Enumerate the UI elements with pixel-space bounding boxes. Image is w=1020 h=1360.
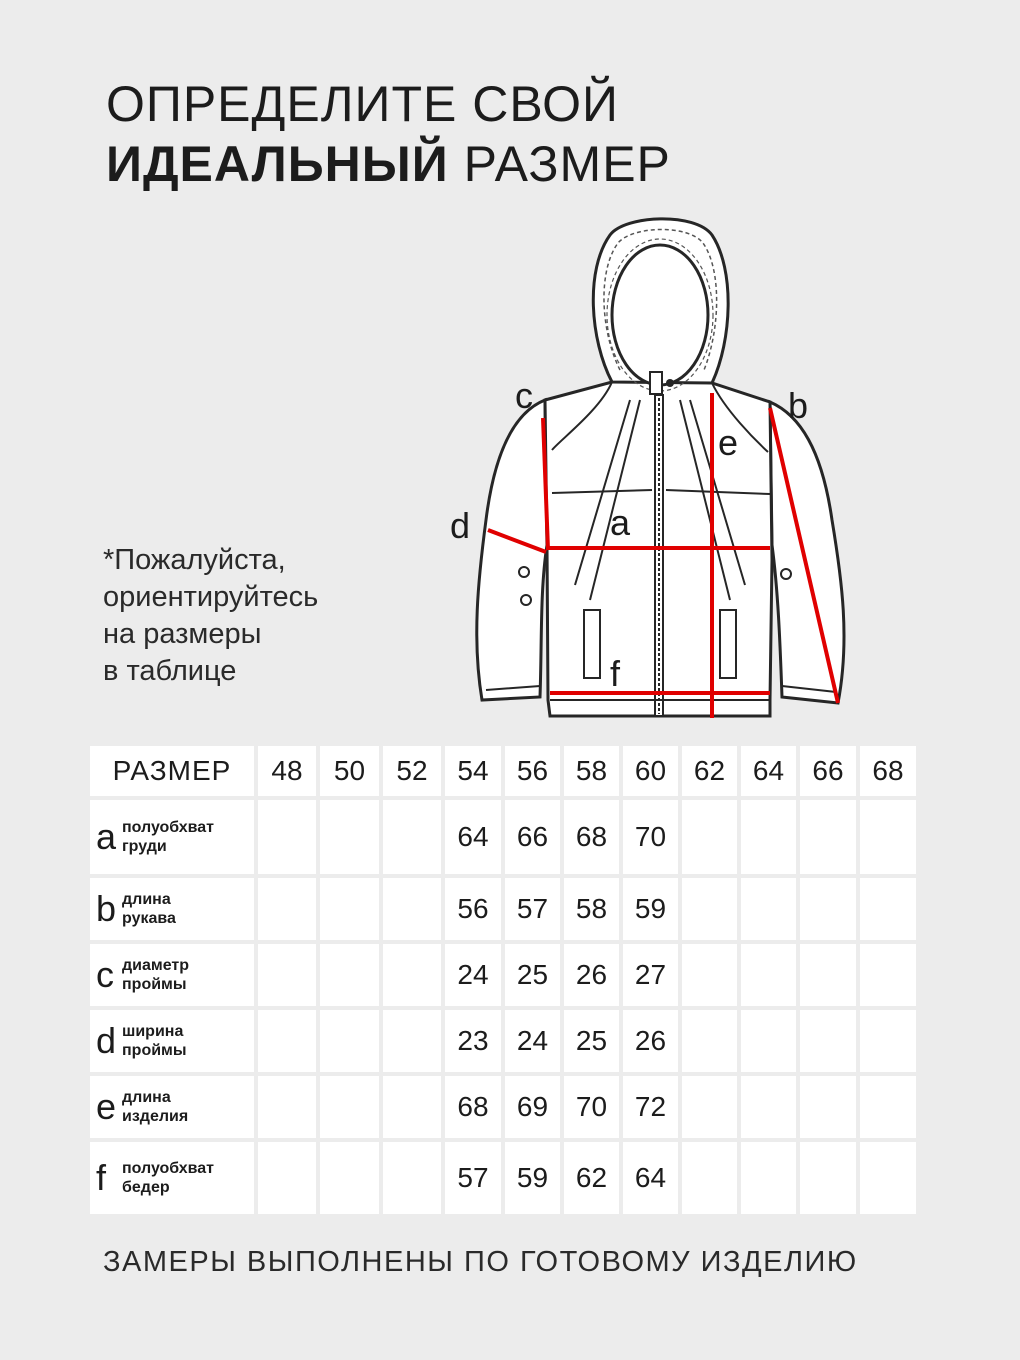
measure-desc-line: полуобхват [122,1160,215,1177]
cell-b-56: 57 [505,878,560,940]
measure-label-b [90,878,254,940]
size-header-56: 56 [505,746,560,796]
label-d: d [450,505,471,546]
cell-a-64 [741,800,796,874]
cell-b-52 [383,878,441,940]
measure-row-d [90,1010,916,1072]
cell-c-54: 24 [445,944,501,1006]
measure-row-a [90,800,916,874]
cell-c-48 [258,944,316,1006]
label-f: f [610,653,621,694]
cell-d-66 [800,1010,856,1072]
cell-f-68 [860,1142,916,1214]
size-header-64: 64 [741,746,796,796]
cell-a-68 [860,800,916,874]
size-header-48: 48 [258,746,316,796]
measure-letter: c [96,954,114,995]
cell-c-52 [383,944,441,1006]
cell-f-50 [320,1142,379,1214]
size-header-66: 66 [800,746,856,796]
cell-e-56: 69 [505,1076,560,1138]
measure-label-e [90,1076,254,1138]
cell-e-50 [320,1076,379,1138]
cell-b-60: 59 [623,878,678,940]
cell-f-66 [800,1142,856,1214]
cell-f-60: 64 [623,1142,678,1214]
cell-c-68 [860,944,916,1006]
measure-desc-line: ширина [122,1023,184,1040]
size-header-58: 58 [564,746,619,796]
measure-label-d [90,1010,254,1072]
cell-b-58: 58 [564,878,619,940]
measure-row-e [90,1076,916,1138]
measure-desc-line: проймы [122,1042,187,1059]
cell-a-48 [258,800,316,874]
cell-e-62 [682,1076,737,1138]
measure-desc-line: рукава [122,910,176,927]
note-line-1: *Пожалуйста, [103,544,286,576]
cell-d-58: 25 [564,1010,619,1072]
measure-desc-line: полуобхват [122,819,215,836]
cell-a-62 [682,800,737,874]
size-header-68: 68 [860,746,916,796]
cell-f-56: 59 [505,1142,560,1214]
note-line-3: на размеры [103,618,262,650]
jacket-illustration [440,200,860,730]
size-header-row [90,746,916,796]
note-line-4: в таблице [103,655,237,687]
measure-desc-line: груди [122,838,167,855]
cell-e-60: 72 [623,1076,678,1138]
cell-d-60: 26 [623,1010,678,1072]
cell-f-52 [383,1142,441,1214]
cell-d-62 [682,1010,737,1072]
note-line-2: ориентируйтесь [103,581,319,613]
title-bold-word: ИДЕАЛЬНЫЙ [106,136,449,192]
title-line-2 [106,134,671,194]
cell-f-54: 57 [445,1142,501,1214]
cell-e-58: 70 [564,1076,619,1138]
size-note [103,542,318,690]
cell-d-52 [383,1010,441,1072]
page-title [106,74,671,194]
cell-e-52 [383,1076,441,1138]
cell-a-56: 66 [505,800,560,874]
cell-b-54: 56 [445,878,501,940]
cell-a-58: 68 [564,800,619,874]
label-c: c [515,375,533,416]
size-header-54: 54 [445,746,501,796]
cell-b-66 [800,878,856,940]
cell-c-50 [320,944,379,1006]
footer-note: ЗАМЕРЫ ВЫПОЛНЕНЫ ПО ГОТОВОМУ ИЗДЕЛИЮ [103,1246,858,1278]
size-table [86,742,920,1218]
measure-letter: f [96,1157,107,1198]
size-header-52: 52 [383,746,441,796]
measure-label-c [90,944,254,1006]
face-opening [612,245,708,385]
measure-desc-line: длина [122,1089,171,1106]
cell-c-64 [741,944,796,1006]
cell-d-50 [320,1010,379,1072]
measure-letter: a [96,816,117,857]
size-header-60: 60 [623,746,678,796]
cell-a-54: 64 [445,800,501,874]
measure-desc-line: изделия [122,1108,189,1125]
title-rest-word: РАЗМЕР [463,136,671,192]
cell-e-64 [741,1076,796,1138]
cell-b-64 [741,878,796,940]
cell-d-54: 23 [445,1010,501,1072]
measure-row-c [90,944,916,1006]
measure-letter: d [96,1020,117,1061]
cell-e-66 [800,1076,856,1138]
cell-e-68 [860,1076,916,1138]
cell-c-58: 26 [564,944,619,1006]
cell-a-66 [800,800,856,874]
cell-b-50 [320,878,379,940]
cell-a-52 [383,800,441,874]
cell-a-60: 70 [623,800,678,874]
cell-c-60: 27 [623,944,678,1006]
cell-a-50 [320,800,379,874]
measure-desc-line: диаметр [122,957,190,974]
cell-d-56: 24 [505,1010,560,1072]
cell-b-48 [258,878,316,940]
measure-label-f [90,1142,254,1214]
cell-c-62 [682,944,737,1006]
cell-d-68 [860,1010,916,1072]
cell-d-48 [258,1010,316,1072]
cell-f-64 [741,1142,796,1214]
jacket-diagram [440,200,860,730]
measure-row-f [90,1142,916,1214]
measure-desc-line: бедер [122,1179,170,1196]
cell-f-62 [682,1142,737,1214]
right-sleeve [770,402,844,703]
size-header-50: 50 [320,746,379,796]
cell-e-48 [258,1076,316,1138]
title-line-1: ОПРЕДЕЛИТЕ СВОЙ [106,76,619,132]
measure-desc-line: длина [122,891,171,908]
cell-c-56: 25 [505,944,560,1006]
cell-c-66 [800,944,856,1006]
measure-desc-line: проймы [122,976,187,993]
left-pocket [584,610,600,678]
label-a: a [610,502,631,543]
cell-b-62 [682,878,737,940]
measure-label-a [90,800,254,874]
size-header-62: 62 [682,746,737,796]
cell-f-48 [258,1142,316,1214]
right-pocket [720,610,736,678]
label-e: e [718,422,739,463]
size-header-label: РАЗМЕР [90,746,254,796]
label-b: b [788,385,809,426]
cell-e-54: 68 [445,1076,501,1138]
measure-letter: e [96,1086,117,1127]
measure-letter: b [96,888,117,929]
cell-f-58: 62 [564,1142,619,1214]
cell-d-64 [741,1010,796,1072]
cell-b-68 [860,878,916,940]
measure-row-b [90,878,916,940]
